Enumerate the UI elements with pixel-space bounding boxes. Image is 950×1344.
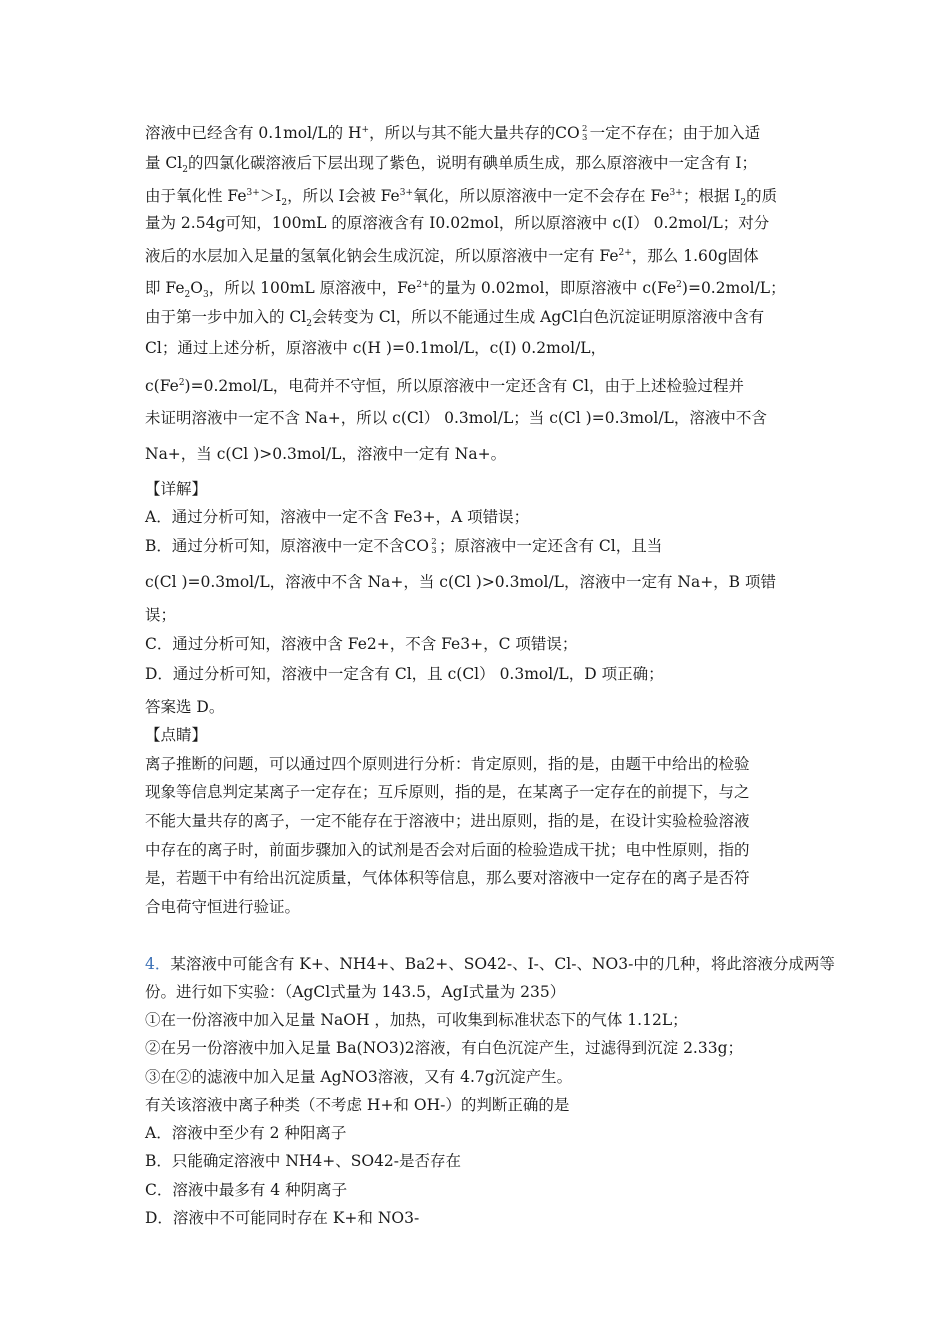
question-prompt: 有关该溶液中离子种类（不考虑 H+和 OH-）的判断正确的是 [145,1096,570,1114]
question-stem-line-2: 份。进行如下实验：（AgCl式量为 143.5，AgI式量为 235） [145,983,566,1001]
detail-option-d: D．通过分析可知，溶液中一定含有 Cl，且 c(Cl） 0.3mol/L，D 项正确； [145,665,664,683]
detail-option-c: C．通过分析可知，溶液中含 Fe2+，不含 Fe3+，C 项错误； [145,635,578,653]
question-number: 4． [145,955,171,973]
tips-paragraph-line: 离子推断的问题，可以通过四个原则进行分析：肯定原则，指的是，由题干中给出的检验 [145,755,750,773]
carbonate-charge-stack: 2 3 [581,124,588,143]
analysis-line-10: 未证明溶液中一定不含 Na+，所以 c(Cl） 0.3mol/L；当 c(Cl )=0.3mol/L，溶液中不含 [145,409,767,427]
detail-option-a: A．通过分析可知，溶液中一定不含 Fe3+，A 项错误； [145,508,530,526]
tips-paragraph-line: 现象等信息判定某离子一定存在；互斥原则，指的是，在某离子一定存在的前提下，与之 [145,783,750,801]
detail-option-b-line-1: B．通过分析可知，原溶液中一定不含CO 2 3 ；原溶液中一定还含有 Cl，且当 [145,537,663,556]
question-option-d: D．溶液中不可能同时存在 K+和 NO3- [145,1209,420,1227]
analysis-line-9: $c(Fe^2)=0.2mol/L$，电荷并不守恒，所以原溶液中一定还含有 Cl，由于上述检验过程并 [145,377,744,395]
analysis-line-2: 量 $Cl_2$的四氯化碳溶液后下层出现了紫色，说明有碘单质生成，那么原溶液中一定含有 I； [145,154,758,175]
question-option-b: B．只能确定溶液中 NH4+、SO42-是否存在 [145,1152,462,1170]
question-step-1: ①在一份溶液中加入足量 NaOH ，加热，可收集到标准状态下的气体 1.12L； [145,1011,688,1029]
question-step-3: ③在②的滤液中加入足量 AgNO3溶液，又有 4.7g沉淀产生。 [145,1068,573,1086]
tips-paragraph-line: 中存在的离子时，前面步骤加入的试剂是否会对后面的检验造成干扰；电中性原则，指的 [145,841,750,859]
detail-option-b-line-3: 误； [145,606,177,624]
analysis-line-1: 溶液中已经含有 0.1mol/L的 H+，所以与其不能大量共存的CO 2 3 一定不存在；由于加入适 [145,124,761,143]
question-option-c: C．溶液中最多有 4 种阴离子 [145,1181,348,1199]
analysis-line-4: 量为 2.54g可知，100mL 的原溶液含有 I0.02mol，所以原溶液中 c(I） 0.2mol/L；对分 [145,214,770,232]
analysis-line-5: 液后的水层加入足量的氢氧化钠会生成沉淀，所以原溶液中一定有 $Fe^{2+}$，那么 1.60g固体 [145,247,759,265]
question-stem-line-1: 4．某溶液中可能含有 K+、NH4+、Ba2+、SO42-、I-、Cl-、NO3-中的几种，将此溶液分成两等 [145,955,835,973]
detail-option-b-line-2: c(Cl )=0.3mol/L，溶液中不含 Na+，当 c(Cl )>0.3mol/L，溶液中一定有 Na+，B 项错 [145,573,776,591]
analysis-line-6: 即 $Fe_2O_3$，所以 100mL 原溶液中，$Fe^{2+}$的量为 0.02mol，即原溶液中 $c(Fe^2)=0.2mol/L$； [145,279,786,300]
analysis-line-8: Cl；通过上述分析，原溶液中 c(H )=0.1mol/L，c(I) 0.2mol/L， [145,339,607,357]
question-option-a: A．溶液中至少有 2 种阳离子 [145,1124,347,1142]
carbonate-charge-stack: 2 3 [431,537,437,556]
tips-paragraph-line: 合电荷守恒进行验证。 [145,898,301,916]
detail-answer: 答案选 D。 [145,698,225,716]
tips-paragraph-line: 不能大量共存的离子，一定不能存在于溶液中；进出原则，指的是，在设计实验检验溶液 [145,812,750,830]
tips-heading: 【点睛】 [145,726,208,744]
analysis-line-7: 由于第一步中加入的 $Cl_2$会转变为 Cl，所以不能通过生成 AgCl白色沉淀证明原溶液中含有 [145,308,765,329]
detail-heading: 【详解】 [145,480,208,498]
tips-paragraph-line: 是，若题干中有给出沉淀质量，气体体积等信息，那么要对溶液中一定存在的离子是否符 [145,869,750,887]
question-step-2: ②在另一份溶液中加入足量 Ba(NO3)2溶液，有白色沉淀产生，过滤得到沉淀 2.33g； [145,1039,744,1057]
analysis-line-3: 由于氧化性 $Fe^{3+}>I_2$，所以 I会被 $Fe^{3+}$氧化，所以原溶液中一定不会存在 $Fe^{3+}$；根据 $I_2$的质 [145,187,778,208]
analysis-line-11: Na+，当 c(Cl )>0.3mol/L，溶液中一定有 Na+。 [145,445,507,463]
